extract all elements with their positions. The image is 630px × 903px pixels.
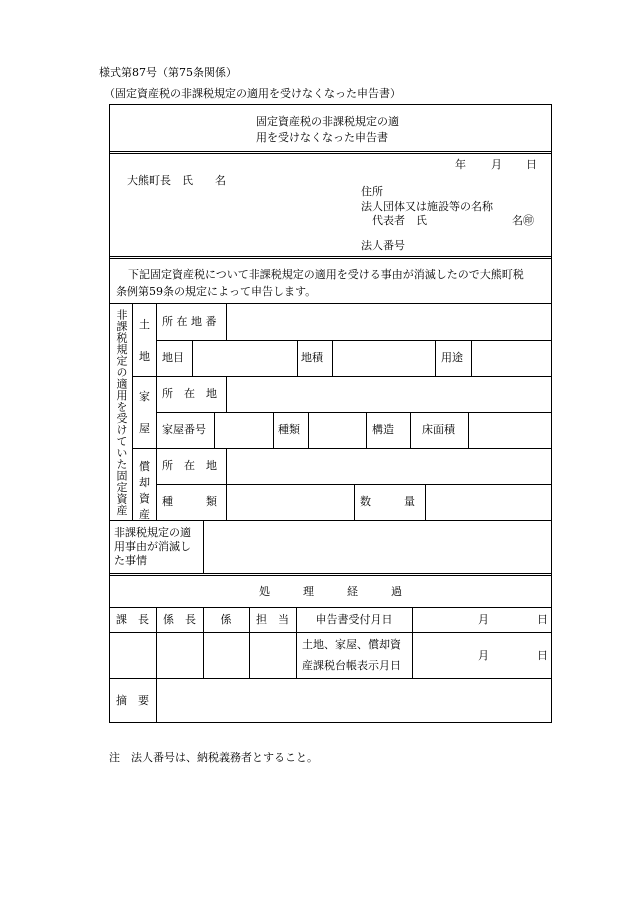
seal-mark: ㊞ bbox=[523, 214, 534, 227]
house-location-label: 所 在 地 bbox=[162, 387, 217, 400]
land-group-label bbox=[133, 316, 156, 364]
form-subtitle: （固定資産税の非課税規定の適用を受けなくなった申告書） bbox=[104, 87, 401, 100]
applicant-rep-label: 代表者 氏 bbox=[372, 214, 427, 227]
rule bbox=[109, 303, 552, 304]
rule bbox=[226, 376, 227, 412]
asset-side-label-text: 非課税規定の適用を受けていた固定資産 bbox=[115, 308, 128, 516]
rule bbox=[226, 448, 227, 520]
received-date-label: 申告書受付月日 bbox=[315, 613, 393, 626]
ledger-date-label-line2: 産課税台帳表示月日 bbox=[302, 659, 401, 672]
date-day: 日 bbox=[526, 158, 537, 171]
rule bbox=[366, 412, 367, 448]
rule bbox=[297, 340, 298, 376]
land-group-char: 土 bbox=[139, 318, 150, 331]
rule bbox=[332, 340, 333, 376]
land-location-label: 所 在 地 番 bbox=[162, 315, 217, 328]
rule bbox=[109, 632, 552, 633]
received-day-label: 日 bbox=[537, 613, 548, 626]
depreciable-group-char: 資 bbox=[139, 492, 150, 505]
depreciable-kind-label: 種 類 bbox=[162, 495, 217, 508]
form-number: 様式第87号（第75条関係） bbox=[99, 66, 237, 79]
staff-header: 係 bbox=[220, 613, 232, 626]
land-group-char: 地 bbox=[139, 350, 150, 363]
reason-label-line3: た事情 bbox=[114, 554, 147, 567]
rule bbox=[410, 412, 411, 448]
ledger-day-label: 日 bbox=[537, 649, 548, 662]
land-category-label: 地目 bbox=[162, 351, 184, 364]
depreciable-quantity-label: 数 量 bbox=[360, 495, 415, 508]
rule bbox=[412, 607, 413, 678]
house-group-char: 屋 bbox=[139, 422, 150, 435]
rule bbox=[109, 256, 552, 257]
rule bbox=[471, 340, 472, 376]
rule bbox=[226, 303, 227, 340]
corporate-number-label: 法人番号 bbox=[361, 239, 405, 252]
statement-line1: 下記固定資産税について非課税規定の適用を受ける事由が消滅したので大熊町税 bbox=[128, 268, 524, 281]
subchief-header: 係 長 bbox=[163, 613, 196, 626]
house-floor-area-label: 床面積 bbox=[422, 423, 455, 436]
house-group-label bbox=[133, 388, 156, 436]
ledger-month-label: 月 bbox=[478, 649, 489, 662]
statement-line2: 条例第59条の規定によって申告します。 bbox=[116, 285, 317, 298]
received-month-label: 月 bbox=[478, 613, 489, 626]
title-line1: 固定資産税の非課税規定の適 bbox=[256, 115, 399, 128]
rule bbox=[214, 412, 215, 448]
title-line2: 用を受けなくなった申告書 bbox=[256, 131, 388, 144]
house-group-char: 家 bbox=[139, 390, 150, 403]
rule bbox=[435, 340, 436, 376]
rule bbox=[156, 412, 552, 413]
house-structure-label: 構造 bbox=[372, 423, 394, 436]
depreciable-group-char: 償 bbox=[139, 460, 150, 473]
rule bbox=[132, 448, 552, 449]
rule bbox=[308, 412, 309, 448]
depreciable-group-char: 産 bbox=[139, 508, 150, 521]
applicant-address-label: 住所 bbox=[361, 185, 383, 198]
rule bbox=[109, 520, 552, 521]
addressee: 大熊町長 氏 名 bbox=[127, 174, 226, 187]
rule bbox=[192, 340, 193, 376]
depreciable-location-label: 所 在 地 bbox=[162, 459, 217, 472]
rule bbox=[109, 678, 552, 679]
rule bbox=[109, 573, 552, 574]
land-area-label: 地積 bbox=[301, 351, 323, 364]
date-month: 月 bbox=[491, 158, 502, 171]
depreciable-group-char: 却 bbox=[139, 476, 150, 489]
depreciable-group-label bbox=[133, 458, 156, 521]
rule bbox=[354, 484, 355, 520]
rule bbox=[109, 258, 552, 259]
rule bbox=[203, 520, 204, 573]
house-kind-label: 種類 bbox=[278, 423, 300, 436]
rule bbox=[132, 376, 552, 377]
footnote: 注 法人番号は、納税義務者とすること。 bbox=[109, 751, 318, 764]
chief-header: 課 長 bbox=[116, 613, 149, 626]
date-year: 年 bbox=[455, 158, 466, 171]
rule bbox=[156, 340, 552, 341]
land-use-label: 用途 bbox=[441, 351, 463, 364]
incharge-header: 担 当 bbox=[256, 613, 289, 626]
rule bbox=[273, 412, 274, 448]
applicant-org-label: 法人団体又は施設等の名称 bbox=[361, 200, 493, 213]
summary-label: 摘 要 bbox=[116, 693, 149, 707]
house-number-label: 家屋番号 bbox=[162, 423, 206, 436]
rule bbox=[468, 412, 469, 448]
rule bbox=[156, 303, 157, 520]
applicant-rep-name-label: 名㊞ bbox=[512, 214, 534, 227]
ledger-date-label-line1: 土地、家屋、償却資 bbox=[302, 638, 401, 651]
reason-label-line2: 用事由が消滅し bbox=[114, 540, 191, 553]
asset-side-label bbox=[110, 306, 132, 518]
process-title: 処 理 経 過 bbox=[259, 584, 402, 598]
rule bbox=[109, 153, 552, 154]
reason-label-line1: 非課税規定の適 bbox=[114, 526, 191, 539]
rule bbox=[109, 151, 552, 152]
rule bbox=[425, 484, 426, 520]
